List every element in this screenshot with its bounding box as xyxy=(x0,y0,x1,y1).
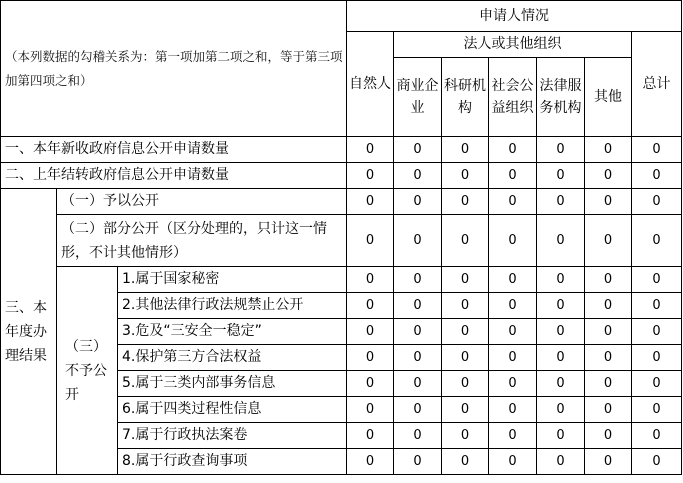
cell-value: 0 xyxy=(585,371,632,397)
cell-value: 0 xyxy=(394,215,442,267)
cell-value: 0 xyxy=(537,267,585,293)
cell-value: 0 xyxy=(489,345,537,371)
row-label-carryover: 二、上年结转政府信息公开申请数量 xyxy=(1,163,347,189)
cell-value: 0 xyxy=(442,163,489,189)
legal-service-header: 法律服务机构 xyxy=(537,58,585,137)
cell-value: 0 xyxy=(347,319,394,345)
cell-value: 0 xyxy=(585,397,632,423)
cell-value: 0 xyxy=(632,267,682,293)
cell-value: 0 xyxy=(489,189,537,215)
cell-value: 0 xyxy=(347,371,394,397)
cell-value: 0 xyxy=(537,345,585,371)
cell-value: 0 xyxy=(394,371,442,397)
row-label-new: 一、本年新收政府信息公开申请数量 xyxy=(1,137,347,163)
cell-value: 0 xyxy=(537,449,585,475)
cell-value: 0 xyxy=(442,371,489,397)
cell-value: 0 xyxy=(489,215,537,267)
legal-or-other-header: 法人或其他组织 xyxy=(394,32,632,58)
cell-value: 0 xyxy=(442,345,489,371)
cell-value: 0 xyxy=(632,163,682,189)
commercial-header: 商业企业 xyxy=(394,58,442,137)
cell-value: 0 xyxy=(585,345,632,371)
cell-value: 0 xyxy=(585,163,632,189)
cell-value: 0 xyxy=(632,137,682,163)
cell-value: 0 xyxy=(632,345,682,371)
cell-value: 0 xyxy=(489,319,537,345)
cell-value: 0 xyxy=(347,163,394,189)
cell-value: 0 xyxy=(632,397,682,423)
cell-value: 0 xyxy=(394,163,442,189)
row-label-not-disclosed-item: 3.危及“三安全一稳定” xyxy=(118,319,347,345)
cell-value: 0 xyxy=(442,423,489,449)
cell-value: 0 xyxy=(489,397,537,423)
row-label-not-disclosed-item: 1.属于国家秘密 xyxy=(118,267,347,293)
cell-value: 0 xyxy=(394,293,442,319)
cell-value: 0 xyxy=(585,137,632,163)
row-group-not-disclosed: （三）不予公开 xyxy=(57,267,118,475)
cell-value: 0 xyxy=(537,163,585,189)
cell-value: 0 xyxy=(537,397,585,423)
cell-value: 0 xyxy=(537,423,585,449)
row-label-not-disclosed-item: 5.属于三类内部事务信息 xyxy=(118,371,347,397)
cell-value: 0 xyxy=(585,449,632,475)
cell-value: 0 xyxy=(585,423,632,449)
cell-value: 0 xyxy=(394,137,442,163)
cell-value: 0 xyxy=(537,293,585,319)
cell-value: 0 xyxy=(489,293,537,319)
relationship-note: （本列数据的勾稽关系为：第一项加第二项之和，等于第三项加第四项之和） xyxy=(1,1,347,137)
row-label-not-disclosed-item: 8.属于行政查询事项 xyxy=(118,449,347,475)
row-label-not-disclosed-item: 7.属于行政执法案卷 xyxy=(118,423,347,449)
cell-value: 0 xyxy=(585,293,632,319)
other-header: 其他 xyxy=(585,58,632,137)
cell-value: 0 xyxy=(442,267,489,293)
cell-value: 0 xyxy=(585,319,632,345)
cell-value: 0 xyxy=(632,449,682,475)
cell-value: 0 xyxy=(537,189,585,215)
cell-value: 0 xyxy=(347,397,394,423)
cell-value: 0 xyxy=(585,189,632,215)
cell-value: 0 xyxy=(537,215,585,267)
cell-value: 0 xyxy=(489,371,537,397)
row-label-not-disclosed-item: 6.属于四类过程性信息 xyxy=(118,397,347,423)
cell-value: 0 xyxy=(632,319,682,345)
cell-value: 0 xyxy=(347,293,394,319)
research-header: 科研机构 xyxy=(442,58,489,137)
cell-value: 0 xyxy=(394,319,442,345)
cell-value: 0 xyxy=(537,371,585,397)
cell-value: 0 xyxy=(489,267,537,293)
cell-value: 0 xyxy=(347,423,394,449)
row-label-not-disclosed-item: 4.保护第三方合法权益 xyxy=(118,345,347,371)
cell-value: 0 xyxy=(442,215,489,267)
cell-value: 0 xyxy=(347,215,394,267)
cell-value: 0 xyxy=(632,371,682,397)
cell-value: 0 xyxy=(347,345,394,371)
cell-value: 0 xyxy=(394,345,442,371)
cell-value: 0 xyxy=(632,215,682,267)
cell-value: 0 xyxy=(537,319,585,345)
row-label-partial: （二）部分公开（区分处理的，只计这一情形，不计其他情形） xyxy=(57,215,347,267)
cell-value: 0 xyxy=(489,163,537,189)
total-header: 总计 xyxy=(632,32,682,137)
cell-value: 0 xyxy=(442,293,489,319)
cell-value: 0 xyxy=(394,397,442,423)
cell-value: 0 xyxy=(347,137,394,163)
cell-value: 0 xyxy=(632,423,682,449)
cell-value: 0 xyxy=(347,267,394,293)
applicant-situation-header: 申请人情况 xyxy=(347,1,682,32)
cell-value: 0 xyxy=(632,189,682,215)
cell-value: 0 xyxy=(632,293,682,319)
row-label-disclosed: （一）予以公开 xyxy=(57,189,347,215)
cell-value: 0 xyxy=(489,449,537,475)
cell-value: 0 xyxy=(442,397,489,423)
cell-value: 0 xyxy=(394,267,442,293)
cell-value: 0 xyxy=(442,137,489,163)
section-processing-results: 三、本年度办理结果 xyxy=(1,189,57,475)
cell-value: 0 xyxy=(442,189,489,215)
cell-value: 0 xyxy=(585,267,632,293)
cell-value: 0 xyxy=(489,137,537,163)
cell-value: 0 xyxy=(585,215,632,267)
public-welfare-header: 社会公益组织 xyxy=(489,58,537,137)
cell-value: 0 xyxy=(442,319,489,345)
cell-value: 0 xyxy=(394,423,442,449)
cell-value: 0 xyxy=(394,449,442,475)
cell-value: 0 xyxy=(394,189,442,215)
cell-value: 0 xyxy=(537,137,585,163)
natural-person-header: 自然人 xyxy=(347,32,394,137)
cell-value: 0 xyxy=(347,449,394,475)
cell-value: 0 xyxy=(442,449,489,475)
cell-value: 0 xyxy=(347,189,394,215)
cell-value: 0 xyxy=(489,423,537,449)
row-label-not-disclosed-item: 2.其他法律行政法规禁止公开 xyxy=(118,293,347,319)
